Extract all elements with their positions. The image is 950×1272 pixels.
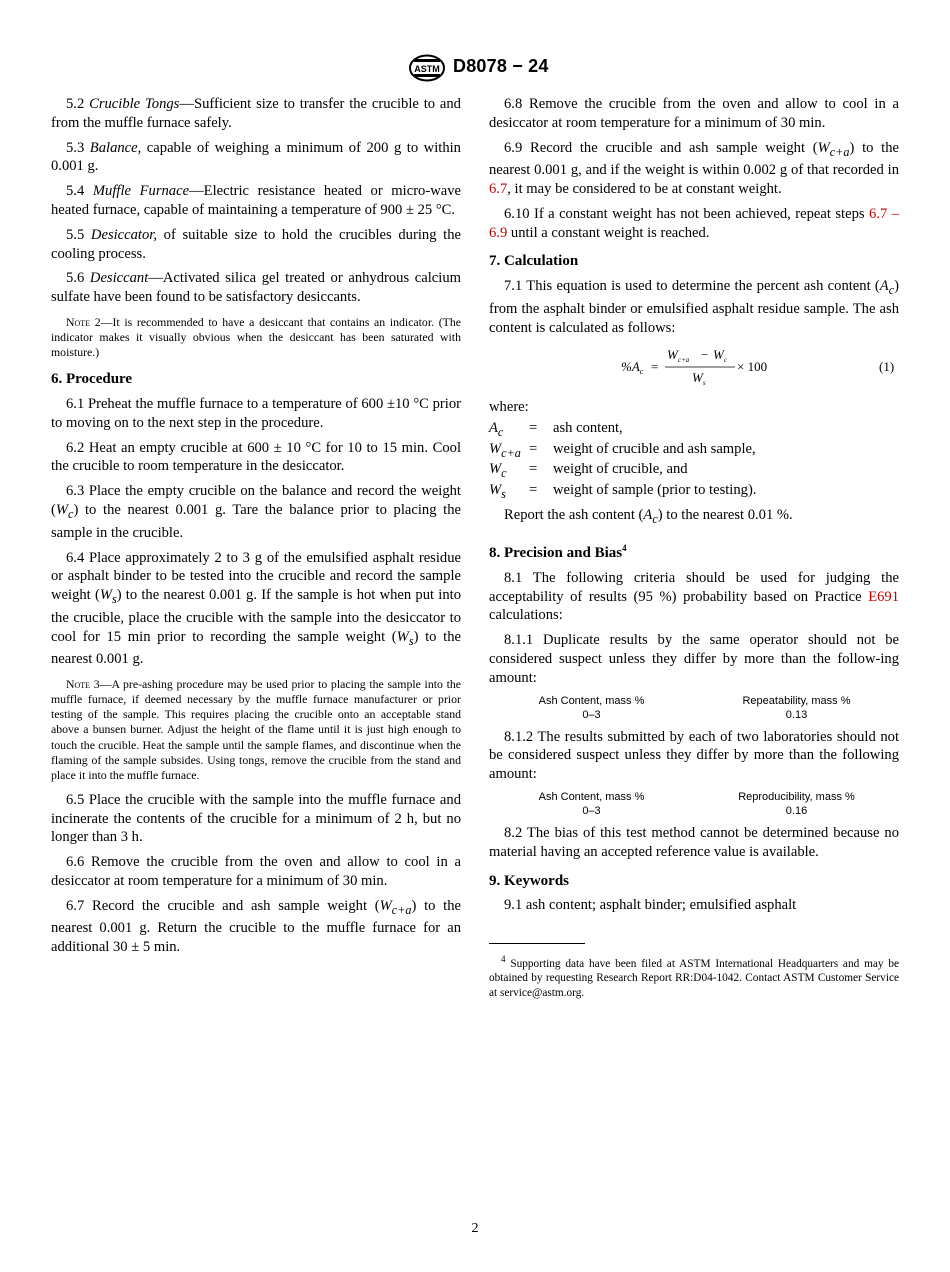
para-6-8: 6.8 Remove the crucible from the oven and allow to cool in a desiccator at room temperature for a minimum of 30 min. — [489, 96, 899, 131]
para-6-10: 6.10 If a constant weight has not been achieved, repeat steps 6.7 – 6.9 until a constant weight is reached. — [489, 205, 900, 241]
right-column — [489, 95, 899, 1000]
para-6-1: 6.1 Preheat the muffle furnace to a temperature of 600 ±10 °C prior to moving on to the next step in the procedure. — [51, 396, 461, 431]
astm-logo-icon — [408, 54, 446, 82]
definition-item: $W_c$ = weight of crucible, and — [489, 461, 688, 481]
footnote-4: $^4$ Supporting data have been filed at ASTM International Headquarters and may be obtained by requesting Research Report RR:D04-1042. Contact ASTM Customer Service at service@astm.org. — [489, 954, 899, 999]
section-6-heading: 6. Procedure — [51, 371, 133, 388]
para-6-4: 6.4 Place approximately 2 to 3 g of the emulsified asphalt residue or asphalt binder to be tested into the crucible and record the sample weight $(W_s)$ to the nearest 0.001 g. If the sample is hot when put into the crucible, place the crucible with the sample into the desiccator to cool for 15 min prior to recording the sample weight $(W_s)$ to the nearest 0.001 g. — [51, 549, 461, 668]
document-number: D8078 − 24 — [453, 56, 549, 76]
logo-text: ASTM — [414, 64, 440, 74]
para-6-5: 6.5 Place the crucible with the sample into the muffle furnace and incinerate the contents of the crucible for a minimum of 2 h, but no longer than 3 h. — [51, 791, 461, 846]
para-8-1: 8.1 The following criteria should be used for judging the acceptability of results (95 %) probability based on Practice E691 calculations: — [489, 569, 899, 624]
para-6-9: 6.9 Record the crucible and ash sample weight $(W_{c+a})$ to the nearest 0.001 g, and if the weight is within 0.002 g of that recorded in 6.7, it may be considered to be at constant weight. — [489, 139, 899, 198]
definition-item: $W_{c+a}$ = weight of crucible and ash sample, — [489, 440, 756, 460]
report-line: Report the ash content $(A_c)$ to the nearest 0.01 %. — [504, 507, 793, 527]
section-7-heading: 7. Calculation — [489, 253, 579, 270]
definitions-list — [489, 420, 899, 502]
definition-item: $A_c$ = ash content, — [489, 420, 623, 440]
para-6-3: 6.3 Place the empty crucible on the balance and record the weight $(W_c)$ to the nearest 0.001 g. Tare the balance prior to placing the sample in the crucible. — [51, 483, 461, 541]
repeatability-table: Ash Content, mass % 0–3 Repeatability, mass % 0.13 — [538, 694, 851, 721]
para-8-2: 8.2 The bias of this test method cannot be determined because no material having an accepted reference value is available. — [489, 825, 899, 860]
footnote-rule — [489, 943, 585, 944]
para-6-6: 6.6 Remove the crucible from the oven and allow to cool in a desiccator at room temperature for a minimum of 30 min. — [51, 854, 461, 889]
definition-item: $W_s$ = weight of sample (prior to testing). — [489, 481, 757, 501]
ref-6-7-link[interactable]: 6.7 — [489, 181, 508, 198]
para-6-2: 6.2 Heat an empty crucible at 600 ± 10 °C for 10 to 15 min. Cool the crucible to room temperature in the desiccator. — [51, 439, 461, 475]
para-9-1: 9.1 ash content; asphalt binder; emulsified asphalt — [504, 897, 797, 914]
note-3: Note 3—A pre-ashing procedure may be used prior to placing the sample into the muffle furnace, if deemed necessary by the muffle furnace manufacturer or prior testing of the sample. This requires placing the crucible onto an acceptable stand above a bunsen burner. Adjust the height of the flame until it is just high enough to touch the crucible. Heat the sample until the sample flames, and discontinue when the flaming of the sample subsides. Using tongs, remove the crucible from the stand and place it into the muffle furnace. — [51, 677, 461, 782]
para-6-7: 6.7 Record the crucible and ash sample weight $(W_{c+a})$ to the nearest 0.001 g. Return the crucible to the muffle furnace for an additional 30 ± 5 min. — [51, 897, 461, 956]
para-7-1: 7.1 This equation is used to determine the percent ash content $(A_c)$ from the asphalt binder or emulsified asphalt residue sample. The ash content is calculated as follows: — [489, 278, 899, 336]
page-number: 2 — [471, 1221, 479, 1236]
eq-den: $W_s$ — [692, 369, 706, 387]
page-header — [0, 54, 950, 84]
eq-num-w2: $W_c$ — [713, 346, 727, 364]
para-8-1-1: 8.1.1 Duplicate results by the same operator should not be considered suspect unless they differ by more than the follow-ing amount: — [489, 632, 899, 686]
left-column — [51, 95, 461, 963]
section-9-heading: 9. Keywords — [489, 872, 569, 889]
where-label: where: — [489, 398, 529, 415]
eq-number: (1) — [879, 358, 895, 374]
para-5-2: 5.2 Crucible Tongs—Sufficient size to transfer the crucible to and from the muffle furnace safely. — [51, 96, 461, 131]
equation-1 — [489, 344, 899, 388]
note-2: Note 2—It is recommended to have a desiccant that contains an indicator. (The indicator makes it visually obvious when the desiccant has been saturated with moisture.) — [51, 314, 461, 360]
eq-times: × 100 — [737, 358, 768, 374]
reproducibility-table: Ash Content, mass % 0–3 Reproducibility, mass % 0.16 — [538, 791, 855, 818]
eq-lhs: $\%A_c$ — [621, 358, 644, 376]
para-8-1-2: 8.1.2 The results submitted by each of two laboratories should not be considered suspect unless they differ by more than the following amount: — [489, 728, 899, 783]
para-5-6: 5.6 Desiccant—Activated silica gel treated or anhydrous calcium sulfate have been found to be satisfactory desiccants. — [51, 270, 461, 306]
eq-equals: = — [651, 358, 659, 374]
ref-e691-link[interactable]: E691 — [868, 588, 899, 605]
para-5-3: 5.3 Balance, capable of weighing a minimum of 200 g to within 0.001 g. — [51, 139, 461, 175]
eq-num-w1: $W_{c+a}$ — [667, 346, 690, 364]
eq-minus: − — [701, 346, 709, 362]
para-5-4: 5.4 Muffle Furnace—Electric resistance heated or micro-wave heated furnace, capable of maintaining a temperature of 900 ± 25 °C. — [51, 183, 461, 218]
para-5-5: 5.5 Desiccator, of suitable size to hold the crucibles during the cooling process. — [51, 226, 461, 262]
section-8-heading: 8. Precision and Bias$^4$ — [489, 543, 627, 562]
ref-6-7-6-9-link[interactable]: 6.7 – 6.9 — [489, 205, 900, 241]
